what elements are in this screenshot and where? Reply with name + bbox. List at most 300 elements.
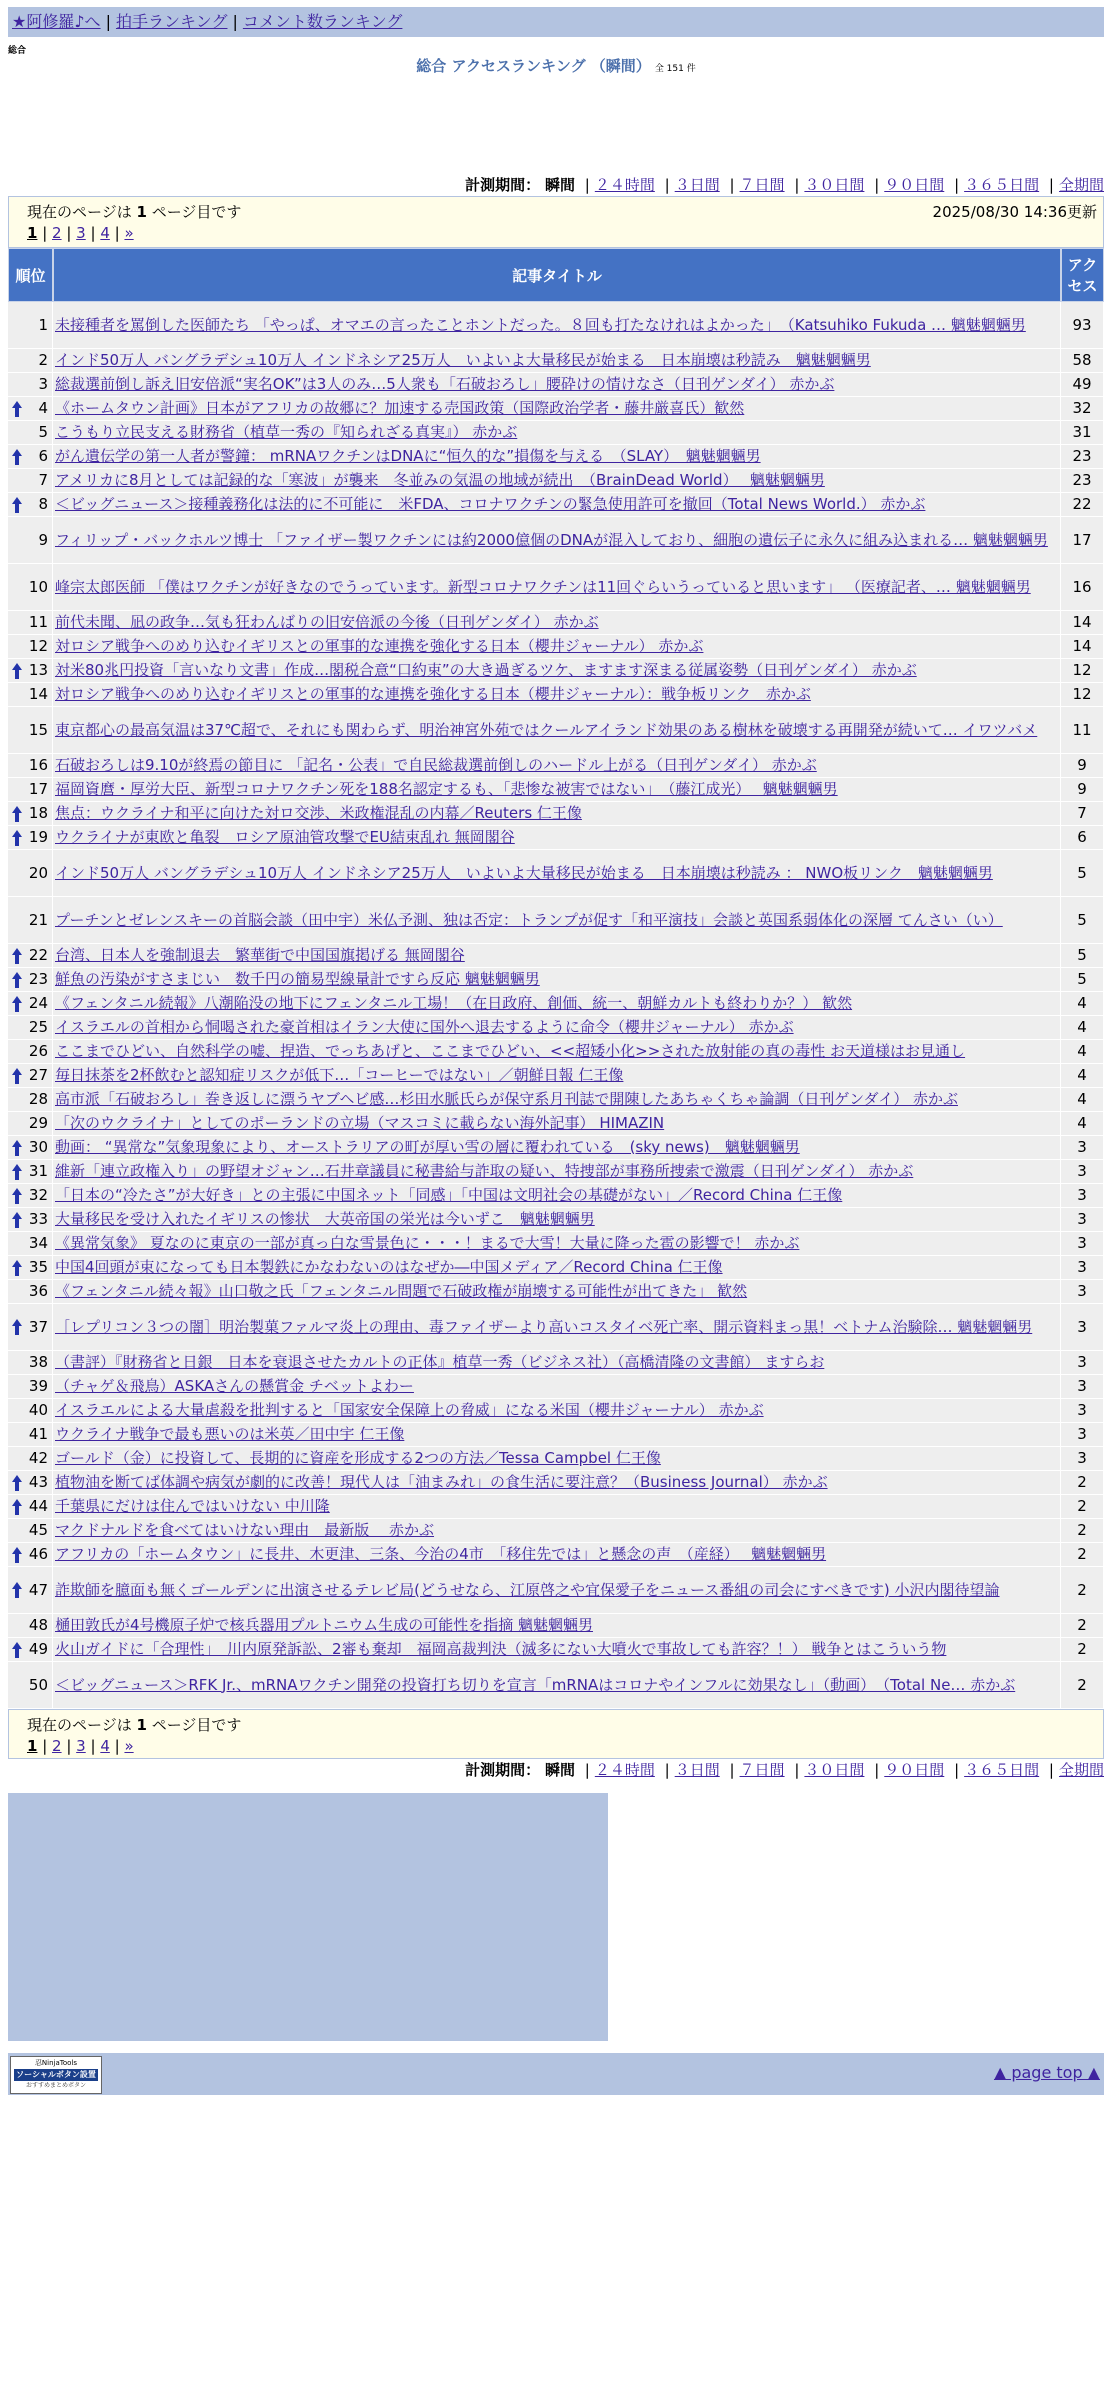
rank-cell bbox=[8, 1662, 53, 1709]
page-3-link[interactable]: 3 bbox=[76, 1737, 86, 1755]
article-title-link[interactable]: 東京都心の最高気温は37℃超で、それにも関わらず、明治神宮外苑ではクールアイランド効果のある樹林を破壊する再開発が続いて… イワツバメ bbox=[55, 720, 1038, 739]
rank-cell bbox=[8, 1543, 53, 1567]
period-current: 瞬間 bbox=[544, 176, 575, 194]
period-current: 瞬間 bbox=[544, 1761, 575, 1779]
period-link-3d[interactable]: ３日間 bbox=[674, 176, 720, 194]
access-count: 23 bbox=[1061, 445, 1104, 469]
article-title-link[interactable]: こうもり立民支える財務省（植草一秀の『知られざる真実』） 赤かぶ bbox=[55, 423, 518, 441]
next-page-link[interactable]: » bbox=[124, 224, 134, 242]
access-count: 3 bbox=[1061, 1304, 1104, 1351]
article-title-link[interactable]: （チャゲ＆飛鳥）ASKAさんの懸賞金 チベットよわー bbox=[55, 1377, 414, 1395]
article-title-link[interactable]: 《ホームタウン計画》日本がアフリカの故郷に？加速する売国政策（国際政治学者・藤井厳喜氏）歓然 bbox=[55, 399, 745, 417]
category-label: 総合 bbox=[8, 46, 27, 56]
page-4-link[interactable]: 4 bbox=[100, 1737, 110, 1755]
table-row bbox=[8, 1040, 1104, 1064]
table-row bbox=[8, 683, 1104, 707]
rank-number: 24 bbox=[28, 994, 48, 1012]
article-title-link[interactable]: 対ロシア戦争へのめり込むイギリスとの軍事的な連携を強化する日本（櫻井ジャーナル） 赤かぶ bbox=[55, 637, 704, 655]
period-link-24h[interactable]: ２４時間 bbox=[594, 1761, 655, 1779]
rank-cell bbox=[8, 373, 53, 397]
table-row bbox=[8, 302, 1104, 349]
article-title-link[interactable]: 焦点：ウクライナ和平に向けた対ロ交渉、米政権混乱の内幕／Reuters 仁王像 bbox=[55, 804, 582, 822]
rank-number: 4 bbox=[38, 399, 48, 417]
article-title-link[interactable]: イスラエルの首相から恫喝された豪首相はイラン大使に国外へ退去するように命令（櫻井ジャーナル） 赤かぶ bbox=[55, 1018, 794, 1036]
rank-cell bbox=[8, 421, 53, 445]
access-count: 3 bbox=[1061, 1232, 1104, 1256]
table-row bbox=[8, 1351, 1104, 1375]
period-link-3d[interactable]: ３日間 bbox=[674, 1761, 720, 1779]
article-title-link[interactable]: 「次のウクライナ」としてのポーランドの立場（マスコミに載らない海外記事） HIMAZIN bbox=[55, 1114, 665, 1132]
article-title-link[interactable]: ここまでひどい、自然科学の嘘、捏造、でっちあげと、ここまでひどい、<<超矮小化>>された放射能の真の毒性 お天道様はお見通し bbox=[55, 1042, 966, 1060]
rank-number: 41 bbox=[28, 1425, 48, 1443]
article-title-link[interactable]: 未接種者を罵倒した医師たち 「やっぱ、オマエの言ったことホントだった。８回も打たなけれはよかった」 （Katsuhiko Fukuda … 魑魅魍魎男 bbox=[55, 315, 1026, 334]
rank-number: 39 bbox=[28, 1377, 48, 1395]
access-count: 3 bbox=[1061, 1375, 1104, 1399]
table-row bbox=[8, 635, 1104, 659]
title-cell bbox=[53, 1543, 1061, 1567]
period-link-24h[interactable]: ２４時間 bbox=[594, 176, 655, 194]
rank-number: 45 bbox=[28, 1521, 48, 1539]
title-cell bbox=[53, 683, 1061, 707]
title-cell bbox=[53, 1040, 1061, 1064]
access-count: 2 bbox=[1061, 1638, 1104, 1662]
comment-ranking-link[interactable]: コメント数ランキング bbox=[242, 12, 403, 31]
article-title-link[interactable]: がん遺伝学の第一人者が警鐘： mRNAワクチンはDNAに“恒久的な”損傷を与える （SLAY） 魑魅魍魎男 bbox=[55, 447, 761, 465]
rank-up-arrow-icon bbox=[11, 1498, 23, 1516]
rank-up-arrow-icon bbox=[11, 829, 23, 847]
blank-space bbox=[8, 81, 1104, 174]
article-title-link[interactable]: インド50万人 バングラデシュ10万人 インドネシア25万人 いよいよ大量移民が始まる 日本崩壊は秒読み 魑魅魍魎男 bbox=[55, 351, 871, 369]
page-title bbox=[8, 55, 1104, 81]
clap-ranking-link[interactable]: 拍手ランキング bbox=[115, 12, 228, 31]
table-row bbox=[8, 802, 1104, 826]
table-row bbox=[8, 1016, 1104, 1040]
period-link-30d[interactable]: ３０日間 bbox=[804, 1761, 865, 1779]
article-title-link[interactable]: 鮮魚の汚染がすさまじい 数千円の簡易型線量計ですら反応 魑魅魍魎男 bbox=[55, 970, 540, 988]
page-4-link[interactable]: 4 bbox=[100, 224, 110, 242]
rank-number: 9 bbox=[38, 530, 48, 549]
table-row bbox=[8, 517, 1104, 564]
access-count: 4 bbox=[1061, 1064, 1104, 1088]
rank-cell bbox=[8, 968, 53, 992]
table-row bbox=[8, 1614, 1104, 1638]
title-cell bbox=[53, 968, 1061, 992]
rank-number: 25 bbox=[28, 1018, 48, 1036]
table-row bbox=[8, 1495, 1104, 1519]
rank-cell bbox=[8, 1160, 53, 1184]
article-title-link[interactable]: 石破おろしは9.10が終焉の節目に 「記名・公表」で自民総裁選前倒しのハードル上がる（日刊ゲンダイ） 赤かぶ bbox=[55, 756, 817, 774]
table-row bbox=[8, 897, 1104, 944]
article-title-link[interactable]: 総裁選前倒し訴え旧安倍派“実名OK”は3人のみ…5人衆も「石破おろし」腰砕けの情けなさ（日刊ゲンダイ） 赤かぶ bbox=[55, 375, 835, 393]
article-title-link[interactable]: 大量移民を受け入れたイギリスの惨状 大英帝国の栄光は今いずこ 魑魅魍魎男 bbox=[55, 1210, 595, 1228]
access-count: 58 bbox=[1061, 349, 1104, 373]
article-title-link[interactable]: イスラエルによる大量虐殺を批判すると「国家安全保障上の脅威」になる米国（櫻井ジャーナル） 赤かぶ bbox=[55, 1401, 764, 1419]
access-count: 3 bbox=[1061, 1423, 1104, 1447]
rank-number: 14 bbox=[28, 685, 48, 703]
rank-number: 38 bbox=[28, 1353, 48, 1371]
rank-up-arrow-icon bbox=[11, 1211, 23, 1229]
table-row bbox=[8, 611, 1104, 635]
table-header bbox=[8, 248, 1104, 302]
rank-cell bbox=[8, 1136, 53, 1160]
period-link-all[interactable]: 全期間 bbox=[1058, 1761, 1104, 1779]
rank-cell bbox=[8, 1256, 53, 1280]
article-title-link[interactable]: アメリカに8月としては記録的な「寒波」が襲来 冬並みの気温の地域が続出 （BrainDead World） 魑魅魍魎男 bbox=[55, 471, 825, 489]
access-count: 2 bbox=[1061, 1519, 1104, 1543]
article-title-link[interactable]: （書評）『財務省と日銀 日本を衰退させたカルトの正体』植草一秀（ビジネス社）（高橋清隆の文書館） ますらお bbox=[55, 1353, 825, 1371]
rank-cell bbox=[8, 802, 53, 826]
rank-cell bbox=[8, 397, 53, 421]
rank-number: 1 bbox=[38, 315, 48, 334]
rank-cell bbox=[8, 754, 53, 778]
article-title-link[interactable]: インド50万人 バングラデシュ10万人 インドネシア25万人 いよいよ大量移民が始まる 日本崩壊は秒読み ： NWO板リンク 魑魅魍魎男 bbox=[55, 863, 993, 882]
rank-number: 48 bbox=[28, 1616, 48, 1634]
period-link-7d[interactable]: ７日間 bbox=[739, 176, 785, 194]
access-count: 31 bbox=[1061, 421, 1104, 445]
title-cell bbox=[53, 944, 1061, 968]
table-row bbox=[8, 1088, 1104, 1112]
rank-up-arrow-icon bbox=[11, 1641, 23, 1659]
access-count: 2 bbox=[1061, 1471, 1104, 1495]
access-count: 5 bbox=[1061, 850, 1104, 897]
table-row bbox=[8, 1160, 1104, 1184]
title-cell bbox=[53, 1423, 1061, 1447]
title-cell bbox=[53, 445, 1061, 469]
article-title-link[interactable]: 毎日抹茶を2杯飲むと認知症リスクが低下…「コーヒーではない」／朝鮮日報 仁王像 bbox=[55, 1066, 624, 1084]
rank-cell bbox=[8, 1280, 53, 1304]
article-title-link[interactable]: 《フェンタニル続々報》山口敬之氏「フェンタニル問題で石破政権が崩壊する可能性が出てきた」 歓然 bbox=[55, 1282, 748, 1300]
table-row bbox=[8, 1662, 1104, 1709]
page-2-link[interactable]: 2 bbox=[52, 224, 62, 242]
access-count: 3 bbox=[1061, 1351, 1104, 1375]
rank-cell bbox=[8, 707, 53, 754]
article-title-link[interactable]: フィリップ・バックホルツ博士 「ファイザー製ワクチンには約2000億個のDNAが混入しており、細胞の遺伝子に永久に組み込まれる… 魑魅魍魎男 bbox=[55, 530, 1048, 549]
rank-number: 13 bbox=[28, 661, 48, 679]
access-count: 3 bbox=[1061, 1256, 1104, 1280]
title-cell bbox=[53, 1614, 1061, 1638]
period-link-90d[interactable]: ９０日間 bbox=[884, 176, 945, 194]
ranking-table bbox=[8, 248, 1104, 1709]
rank-up-arrow-icon bbox=[11, 947, 23, 965]
period-link-90d[interactable]: ９０日間 bbox=[884, 1761, 945, 1779]
article-title-link[interactable]: ＜ビッグニュース＞接種義務化は法的に不可能に 米FDA、コロナワクチンの緊急使用許可を撤回（Total News World.） 赤かぶ bbox=[55, 495, 926, 513]
access-count: 2 bbox=[1061, 1614, 1104, 1638]
table-row bbox=[8, 1136, 1104, 1160]
rank-up-arrow-icon bbox=[11, 995, 23, 1013]
access-count: 3 bbox=[1061, 1136, 1104, 1160]
title-cell bbox=[53, 302, 1061, 349]
title-cell bbox=[53, 1399, 1061, 1423]
updated-time: 2025/08/30 14:36更新 bbox=[932, 203, 1097, 221]
rank-cell bbox=[8, 778, 53, 802]
article-title-link[interactable]: ゴールド（金）に投資して、長期的に資産を形成する2つの方法／Tessa Campbel 仁王像 bbox=[55, 1449, 661, 1467]
table-row bbox=[8, 445, 1104, 469]
period-link-365d[interactable]: ３６５日間 bbox=[964, 176, 1040, 194]
pager-bottom bbox=[8, 1709, 1104, 1759]
rank-number: 28 bbox=[28, 1090, 48, 1108]
rank-number: 40 bbox=[28, 1401, 48, 1419]
access-count: 2 bbox=[1061, 1543, 1104, 1567]
rank-cell bbox=[8, 1519, 53, 1543]
table-row bbox=[8, 349, 1104, 373]
access-count: 3 bbox=[1061, 1399, 1104, 1423]
rank-number: 44 bbox=[28, 1497, 48, 1515]
article-title-link[interactable]: アフリカの「ホームタウン」に長井、木更津、三条、今治の4市 「移住先では」と懸念の声 （産経） 魑魅魍魎男 bbox=[55, 1545, 827, 1563]
period-link-7d[interactable]: ７日間 bbox=[739, 1761, 785, 1779]
access-count: 9 bbox=[1061, 778, 1104, 802]
article-title-link[interactable]: 中国4回頭が束になっても日本製鉄にかなわないのはなぜか―中国メディア／Record China 仁王像 bbox=[55, 1258, 723, 1276]
table-row bbox=[8, 1232, 1104, 1256]
col-access-header: アクセス bbox=[1061, 248, 1104, 302]
rank-cell bbox=[8, 1184, 53, 1208]
table-row bbox=[8, 373, 1104, 397]
rank-cell bbox=[8, 1040, 53, 1064]
title-cell bbox=[53, 611, 1061, 635]
rank-up-arrow-icon bbox=[11, 805, 23, 823]
rank-cell bbox=[8, 683, 53, 707]
ninja-social-button[interactable] bbox=[10, 2056, 102, 2094]
article-title-link[interactable]: マクドナルドを食べてはいけない理由 最新版 赤かぶ bbox=[55, 1521, 435, 1539]
access-count: 3 bbox=[1061, 1447, 1104, 1471]
access-count: 7 bbox=[1061, 802, 1104, 826]
rank-number: 11 bbox=[28, 613, 48, 631]
table-row bbox=[8, 1567, 1104, 1614]
table-row bbox=[8, 1064, 1104, 1088]
table-row bbox=[8, 493, 1104, 517]
article-title-link[interactable]: プーチンとゼレンスキーの首脳会談（田中宇）米仏予測、独は否定：トランプが促す「和平演技」会談と英国系弱体化の深層 てんさい（い） bbox=[55, 910, 1003, 929]
rank-up-arrow-icon bbox=[11, 971, 23, 989]
rank-number: 30 bbox=[28, 1138, 48, 1156]
nav-separator: | bbox=[105, 12, 111, 31]
rank-number: 12 bbox=[28, 637, 48, 655]
table-row bbox=[8, 1638, 1104, 1662]
rank-number: 32 bbox=[28, 1186, 48, 1204]
rank-cell bbox=[8, 493, 53, 517]
period-selector-bottom: 計測期間： 瞬間 | ２４時間 | ３日間 | ７日間 | ３０日間 | ９０日間 | ３６５日間 | 全期間 bbox=[465, 1761, 1104, 1779]
article-title-link[interactable]: 高市派「石破おろし」巻き返しに漂うヤブヘビ感…杉田水脈氏らが保守系月刊誌で開陳したあちゃくちゃ論調（日刊ゲンダイ） 赤かぶ bbox=[55, 1090, 958, 1108]
rank-up-arrow-icon bbox=[11, 1546, 23, 1564]
rank-number: 34 bbox=[28, 1234, 48, 1252]
article-title-link[interactable]: 動画： “異常な”気象現象により、オーストラリアの町が厚い雪の層に覆われている (sky news) 魑魅魍魎男 bbox=[55, 1138, 800, 1156]
title-cell bbox=[53, 564, 1061, 611]
rank-up-arrow-icon bbox=[11, 1139, 23, 1157]
article-title-link[interactable]: 対ロシア戦争へのめり込むイギリスとの軍事的な連携を強化する日本（櫻井ジャーナル）：戦争板リンク 赤かぶ bbox=[55, 685, 811, 703]
rank-number: 36 bbox=[28, 1282, 48, 1300]
table-row bbox=[8, 1447, 1104, 1471]
rank-cell bbox=[8, 1304, 53, 1351]
title-cell bbox=[53, 1232, 1061, 1256]
access-count: 12 bbox=[1061, 683, 1104, 707]
rank-number: 49 bbox=[28, 1640, 48, 1658]
top-nav-bar bbox=[8, 7, 1104, 37]
page-1: 1 bbox=[27, 224, 38, 242]
access-count: 14 bbox=[1061, 635, 1104, 659]
rank-number: 50 bbox=[28, 1675, 48, 1694]
rank-cell bbox=[8, 1471, 53, 1495]
access-count: 17 bbox=[1061, 517, 1104, 564]
article-title-link[interactable]: ＜ビッグニュース＞RFK Jr.、mRNAワクチン開発の投資打ち切りを宣言「mRNAはコロナやインフルに効果なし」（動画） （Total Ne… 赤かぶ bbox=[55, 1675, 1016, 1694]
title-cell bbox=[53, 1064, 1061, 1088]
article-title-link[interactable]: 植物油を断てば体調や病気が劇的に改善！現代人は「油まみれ」の食生活に要注意？（Business Journal） 赤かぶ bbox=[55, 1473, 828, 1491]
rank-number: 17 bbox=[28, 780, 48, 798]
rank-cell bbox=[8, 992, 53, 1016]
rank-number: 18 bbox=[28, 804, 48, 822]
title-cell bbox=[53, 1304, 1061, 1351]
rank-cell bbox=[8, 1447, 53, 1471]
article-title-link[interactable]: 峰宗太郎医師 「僕はワクチンが好きなのでうっています。新型コロナワクチンは11回ぐらいうっていると思います」 （医療記者、… 魑魅魍魎男 bbox=[55, 577, 1031, 596]
rank-number: 29 bbox=[28, 1114, 48, 1132]
footer-bar bbox=[8, 2053, 1104, 2095]
rank-number: 8 bbox=[38, 495, 48, 513]
access-count: 3 bbox=[1061, 1208, 1104, 1232]
access-count: 23 bbox=[1061, 469, 1104, 493]
title-cell bbox=[53, 1160, 1061, 1184]
rank-number: 19 bbox=[28, 828, 48, 846]
rank-cell bbox=[8, 611, 53, 635]
rank-number: 43 bbox=[28, 1473, 48, 1491]
access-count: 22 bbox=[1061, 493, 1104, 517]
table-row bbox=[8, 1280, 1104, 1304]
nav-separator: | bbox=[232, 12, 238, 31]
rank-up-arrow-icon bbox=[11, 1318, 23, 1336]
table-row bbox=[8, 397, 1104, 421]
access-count: 16 bbox=[1061, 564, 1104, 611]
rank-number: 10 bbox=[28, 577, 48, 596]
article-title-link[interactable]: 《異常気象》 夏なのに東京の一部が真っ白な雪景色に・・・！まるで大雪！大量に降った雹の影響で！ 赤かぶ bbox=[55, 1234, 800, 1252]
rank-number: 37 bbox=[28, 1317, 48, 1336]
access-count: 4 bbox=[1061, 1112, 1104, 1136]
rank-cell bbox=[8, 1016, 53, 1040]
next-page-link[interactable]: » bbox=[124, 1737, 134, 1755]
title-cell bbox=[53, 1351, 1061, 1375]
title-cell bbox=[53, 1016, 1061, 1040]
rank-number: 35 bbox=[28, 1258, 48, 1276]
access-count: 3 bbox=[1061, 1160, 1104, 1184]
article-title-link[interactable]: 千葉県にだけは住んではいけない 中川隆 bbox=[55, 1497, 330, 1515]
period-label: 計測期間： bbox=[465, 1761, 541, 1779]
table-row bbox=[8, 1208, 1104, 1232]
article-title-link[interactable]: 「日本の“冷たさ”が大好き」との主張に中国ネット「同感」「中国は文明社会の基礎がない」／Record China 仁王像 bbox=[55, 1186, 843, 1204]
rank-cell bbox=[8, 850, 53, 897]
table-row bbox=[8, 826, 1104, 850]
article-title-link[interactable]: ［レプリコン３つの闇］明治製菓ファルマ炎上の理由、毒ファイザーより高いコスタイベ死亡率、開示資料まっ黒！ベトナム治験除… 魑魅魍魎男 bbox=[55, 1317, 1033, 1336]
rank-up-arrow-icon bbox=[11, 1474, 23, 1492]
rank-number: 42 bbox=[28, 1449, 48, 1467]
period-link-30d[interactable]: ３０日間 bbox=[804, 176, 865, 194]
rank-number: 6 bbox=[38, 447, 48, 465]
title-cell bbox=[53, 349, 1061, 373]
period-selector-top: 計測期間： 瞬間 | ２４時間 | ３日間 | ７日間 | ３０日間 | ９０日間 | ３６５日間 | 全期間 bbox=[465, 176, 1104, 194]
access-count: 93 bbox=[1061, 302, 1104, 349]
page-1: 1 bbox=[27, 1737, 38, 1755]
article-title-link[interactable]: ウクライナが東欧と亀裂 ロシア原油管攻撃でEU結束乱れ 無岡閣谷 bbox=[55, 828, 515, 846]
access-count: 3 bbox=[1061, 1280, 1104, 1304]
period-link-all[interactable]: 全期間 bbox=[1058, 176, 1104, 194]
rank-cell bbox=[8, 1399, 53, 1423]
article-title-link[interactable]: 台湾、日本人を強制退去 繁華街で中国国旗掲げる 無岡閣谷 bbox=[55, 946, 465, 964]
table-row bbox=[8, 469, 1104, 493]
rank-up-arrow-icon bbox=[11, 400, 23, 418]
rank-cell bbox=[8, 1567, 53, 1614]
access-count: 12 bbox=[1061, 659, 1104, 683]
period-link-365d[interactable]: ３６５日間 bbox=[964, 1761, 1040, 1779]
rank-cell bbox=[8, 1232, 53, 1256]
title-cell bbox=[53, 493, 1061, 517]
page-title-text: 総合 アクセスランキング （瞬間） bbox=[416, 57, 651, 75]
total-count: 全 151 件 bbox=[654, 64, 696, 74]
table-row bbox=[8, 754, 1104, 778]
table-row bbox=[8, 1423, 1104, 1447]
table-row bbox=[8, 1519, 1104, 1543]
title-cell bbox=[53, 517, 1061, 564]
rank-up-arrow-icon bbox=[11, 1187, 23, 1205]
title-cell bbox=[53, 992, 1061, 1016]
title-cell bbox=[53, 1447, 1061, 1471]
article-title-link[interactable]: 《フェンタニル続報》八潮陥没の地下にフェンタニル工場！（在日政府、創価、統一、朝鮮カルトも終わりか？） 歓然 bbox=[55, 994, 853, 1012]
article-title-link[interactable]: 対米80兆円投資「言いなり文書」作成…閣税合意“口約束”の大き過ぎるツケ、ますます深まる従属姿勢（日刊ゲンダイ） 赤かぶ bbox=[55, 661, 917, 679]
page-2-link[interactable]: 2 bbox=[52, 1737, 62, 1755]
article-title-link[interactable]: 前代未聞、凪の政争…気も狂わんばりの旧安倍派の今後（日刊ゲンダイ） 赤かぶ bbox=[55, 613, 599, 631]
rank-up-arrow-icon bbox=[11, 662, 23, 680]
table-row bbox=[8, 1375, 1104, 1399]
rank-cell bbox=[8, 1614, 53, 1638]
article-title-link[interactable]: ウクライナ戦争で最も悪いのは米英／田中宇 仁王像 bbox=[55, 1425, 405, 1443]
title-cell bbox=[53, 635, 1061, 659]
rank-cell bbox=[8, 1423, 53, 1447]
page-3-link[interactable]: 3 bbox=[76, 224, 86, 242]
title-cell bbox=[53, 1567, 1061, 1614]
access-count: 49 bbox=[1061, 373, 1104, 397]
rank-number: 21 bbox=[28, 910, 48, 929]
table-row bbox=[8, 1184, 1104, 1208]
col-rank-header: 順位 bbox=[8, 248, 53, 302]
rank-number: 47 bbox=[28, 1580, 48, 1599]
access-count: 2 bbox=[1061, 1495, 1104, 1519]
home-link[interactable]: ★阿修羅♪へ bbox=[12, 12, 101, 31]
table-row bbox=[8, 707, 1104, 754]
access-count: 4 bbox=[1061, 1088, 1104, 1112]
table-row bbox=[8, 421, 1104, 445]
title-cell bbox=[53, 659, 1061, 683]
rank-cell bbox=[8, 897, 53, 944]
title-cell bbox=[53, 707, 1061, 754]
article-title-link[interactable]: 詐欺師を臆面も無くゴールデンに出演させるテレビ局(どうせなら、江原啓之や宜保愛子をニュース番組の司会にすべきです) 小沢内閣待望論 bbox=[55, 1580, 1000, 1599]
page-top-link[interactable]: ▲ page top ▲ bbox=[993, 2063, 1100, 2082]
title-cell bbox=[53, 1471, 1061, 1495]
article-title-link[interactable]: 樋田敦氏が4号機原子炉で核兵器用プルトニウム生成の可能性を指摘 魑魅魍魎男 bbox=[55, 1616, 593, 1634]
access-count: 4 bbox=[1061, 1016, 1104, 1040]
article-title-link[interactable]: 福岡資麿・厚労大臣、新型コロナワクチン死を188名認定するも、「悲惨な被害ではない」 （藤江成光） 魑魅魍魎男 bbox=[55, 780, 838, 798]
ninja-logo-text: 忍NinjaTools bbox=[34, 2059, 78, 2067]
table-row bbox=[8, 1256, 1104, 1280]
rank-cell bbox=[8, 469, 53, 493]
rank-cell bbox=[8, 1638, 53, 1662]
access-count: 11 bbox=[1061, 707, 1104, 754]
title-cell bbox=[53, 1256, 1061, 1280]
title-cell bbox=[53, 469, 1061, 493]
title-cell bbox=[53, 1112, 1061, 1136]
access-count: 2 bbox=[1061, 1567, 1104, 1614]
rank-number: 15 bbox=[28, 720, 48, 739]
table-row bbox=[8, 944, 1104, 968]
table-row bbox=[8, 1399, 1104, 1423]
table-row bbox=[8, 1304, 1104, 1351]
article-title-link[interactable]: 火山ガイドに「合理性」 川内原発訴訟、2審も棄却 福岡高裁判決（滅多にない大噴火で事故しても許容？！） 戦争とはこういう物 bbox=[55, 1640, 947, 1658]
period-label: 計測期間： bbox=[465, 176, 541, 194]
rank-cell bbox=[8, 1112, 53, 1136]
table-row bbox=[8, 992, 1104, 1016]
article-title-link[interactable]: 維新「連立政権入り」の野望オジャン…石井章議員に秘書給与詐取の疑い、特捜部が事務所捜索で激震（日刊ゲンダイ） 赤かぶ bbox=[55, 1162, 914, 1180]
